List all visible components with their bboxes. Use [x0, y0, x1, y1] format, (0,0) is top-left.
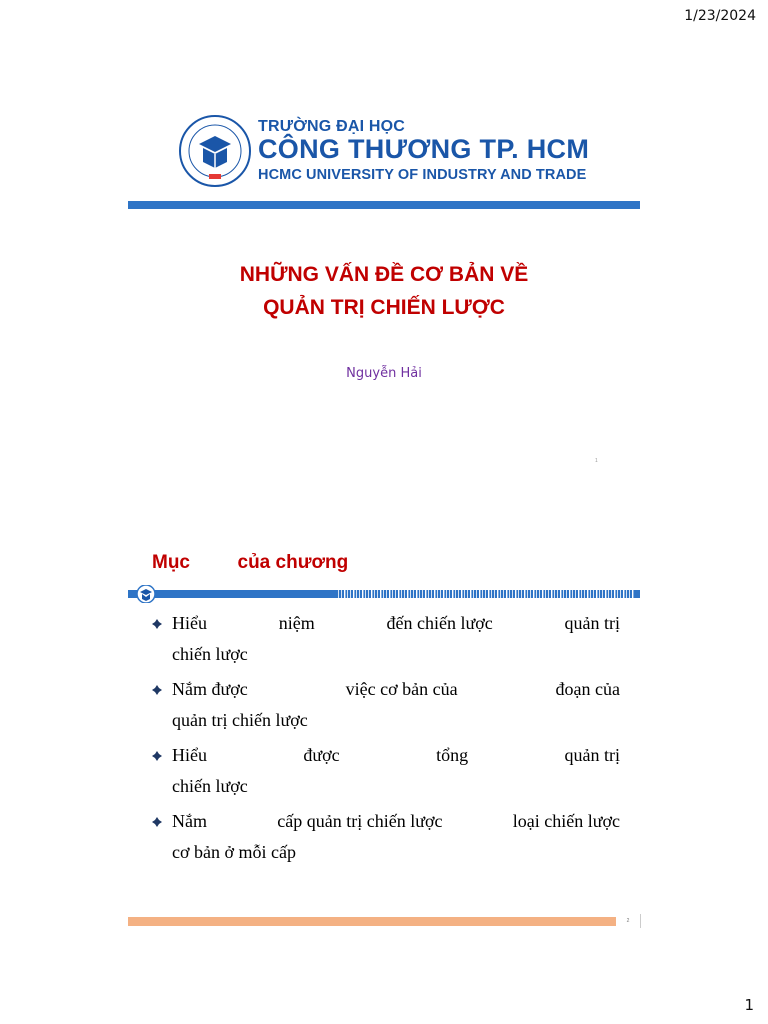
- divider-tick: [482, 590, 483, 598]
- divider-tick: [428, 590, 429, 598]
- slide2-footer-bar: [128, 917, 616, 926]
- divider-tick: [422, 590, 423, 598]
- bullet-line2: quản trị chiến lược: [172, 710, 308, 730]
- divider-tick: [371, 590, 372, 598]
- divider-tick: [533, 590, 534, 598]
- divider-tick: [347, 590, 348, 598]
- divider-tick: [473, 590, 474, 598]
- divider-tick: [494, 590, 495, 598]
- divider-tick: [416, 590, 417, 598]
- divider-tick: [524, 590, 525, 598]
- divider-tick: [359, 590, 360, 598]
- divider-tick: [344, 590, 345, 598]
- divider-tick: [527, 590, 528, 598]
- slide1-title-line2: QUẢN TRỊ CHIẾN LƯỢC: [263, 296, 505, 319]
- divider-tick: [545, 590, 546, 598]
- divider-tick: [449, 590, 450, 598]
- divider-tick: [338, 590, 339, 598]
- slide2-decorative-line: [128, 585, 640, 603]
- diamond-bullet-icon: [152, 619, 162, 629]
- divider-tick: [467, 590, 468, 598]
- divider-tick: [572, 590, 573, 598]
- divider-tick: [488, 590, 489, 598]
- divider-tick: [608, 590, 609, 598]
- university-seal-icon: [178, 114, 252, 188]
- divider-tick: [587, 590, 588, 598]
- divider-tick: [626, 590, 627, 598]
- divider-tick: [362, 590, 363, 598]
- divider-tick: [479, 590, 480, 598]
- divider-tick: [470, 590, 471, 598]
- divider-tick: [434, 590, 435, 598]
- divider-tick: [566, 590, 567, 598]
- divider-tick: [368, 590, 369, 598]
- divider-tick: [425, 590, 426, 598]
- divider-tick: [407, 590, 408, 598]
- divider-tick: [503, 590, 504, 598]
- divider-tick: [518, 590, 519, 598]
- divider-tick: [629, 590, 630, 598]
- divider-tick: [614, 590, 615, 598]
- bullet-line1: Hiểu niệm đến chiến lược quản trị: [172, 613, 620, 633]
- divider-tick: [530, 590, 531, 598]
- divider-tick: [593, 590, 594, 598]
- university-name-line1: TRƯỜNG ĐẠI HỌC: [258, 118, 406, 135]
- print-date: 1/23/2024: [684, 8, 756, 24]
- divider-tick: [443, 590, 444, 598]
- divider-tick: [431, 590, 432, 598]
- divider-tick: [578, 590, 579, 598]
- divider-tick: [404, 590, 405, 598]
- divider-tick: [581, 590, 582, 598]
- divider-tick: [395, 590, 396, 598]
- slide1-title: [128, 258, 640, 324]
- list-item: [152, 608, 620, 670]
- divider-tick: [353, 590, 354, 598]
- divider-tick: [464, 590, 465, 598]
- divider-tick: [497, 590, 498, 598]
- slide2-bullet-list: [152, 608, 620, 872]
- divider-tick: [383, 590, 384, 598]
- list-item: [152, 674, 620, 736]
- divider-tick: [455, 590, 456, 598]
- slide1-number: 1: [595, 458, 598, 464]
- list-item: [152, 740, 620, 802]
- bullet-line1: Nắm cấp quản trị chiến lược loại chiến lược: [172, 811, 620, 831]
- divider-tick: [437, 590, 438, 598]
- divider-tick: [569, 590, 570, 598]
- divider-tick: [509, 590, 510, 598]
- divider-tick: [365, 590, 366, 598]
- divider-tick: [398, 590, 399, 598]
- page-number: 1: [744, 996, 754, 1014]
- divider-tick: [563, 590, 564, 598]
- divider-tick: [380, 590, 381, 598]
- divider-tick: [515, 590, 516, 598]
- divider-tick: [491, 590, 492, 598]
- divider-tick: [350, 590, 351, 598]
- divider-tick: [623, 590, 624, 598]
- divider-tick: [617, 590, 618, 598]
- bullet-line2: cơ bản ở mỗi cấp: [172, 842, 296, 862]
- divider-tick: [539, 590, 540, 598]
- divider-tick: [389, 590, 390, 598]
- bullet-line2: chiến lược: [172, 776, 248, 796]
- divider-tick: [536, 590, 537, 598]
- divider-tick: [602, 590, 603, 598]
- divider-tick: [551, 590, 552, 598]
- bullet-line2: chiến lược: [172, 644, 248, 664]
- divider-tick: [419, 590, 420, 598]
- divider-tick: [440, 590, 441, 598]
- divider-tick: [632, 590, 633, 598]
- university-name-line2: CÔNG THƯƠNG TP. HCM: [258, 134, 590, 164]
- divider-tick: [356, 590, 357, 598]
- divider-tick: [386, 590, 387, 598]
- divider-tick: [605, 590, 606, 598]
- slide1-divider-bar: [128, 201, 640, 209]
- divider-tick: [476, 590, 477, 598]
- divider-tick: [548, 590, 549, 598]
- divider-tick: [560, 590, 561, 598]
- slide2-title: Mục của chương: [152, 552, 349, 573]
- divider-tick: [377, 590, 378, 598]
- divider-tick: [452, 590, 453, 598]
- slide2-number: 2: [616, 914, 641, 928]
- list-item: [152, 806, 620, 868]
- slide1-title-line1: NHỮNG VẤN ĐỀ CƠ BẢN VỀ: [239, 263, 529, 286]
- divider-tick: [413, 590, 414, 598]
- divider-tick: [446, 590, 447, 598]
- diamond-bullet-icon: [152, 751, 162, 761]
- diamond-bullet-icon: [152, 817, 162, 827]
- divider-tick: [461, 590, 462, 598]
- divider-tick: [554, 590, 555, 598]
- bullet-line1: Hiểu được tổng quản trị: [172, 745, 620, 765]
- divider-tick: [500, 590, 501, 598]
- divider-tick: [557, 590, 558, 598]
- divider-tick: [596, 590, 597, 598]
- divider-tick: [521, 590, 522, 598]
- divider-tick: [584, 590, 585, 598]
- divider-tick: [611, 590, 612, 598]
- divider-tick: [410, 590, 411, 598]
- divider-tick: [401, 590, 402, 598]
- divider-tick: [374, 590, 375, 598]
- divider-tick: [392, 590, 393, 598]
- divider-tick: [506, 590, 507, 598]
- divider-tick: [575, 590, 576, 598]
- diamond-bullet-icon: [152, 685, 162, 695]
- divider-tick: [620, 590, 621, 598]
- divider-tick: [512, 590, 513, 598]
- divider-tick: [485, 590, 486, 598]
- divider-tick: [341, 590, 342, 598]
- divider-tick: [458, 590, 459, 598]
- university-logo: [178, 114, 598, 194]
- divider-tick: [542, 590, 543, 598]
- bullet-line1: Nắm được việc cơ bản của đoạn của: [172, 679, 620, 699]
- divider-tick: [590, 590, 591, 598]
- divider-tick: [599, 590, 600, 598]
- university-name-english: HCMC UNIVERSITY OF INDUSTRY AND TRADE: [258, 167, 587, 183]
- slide1-author: Nguyễn Hải: [346, 366, 422, 381]
